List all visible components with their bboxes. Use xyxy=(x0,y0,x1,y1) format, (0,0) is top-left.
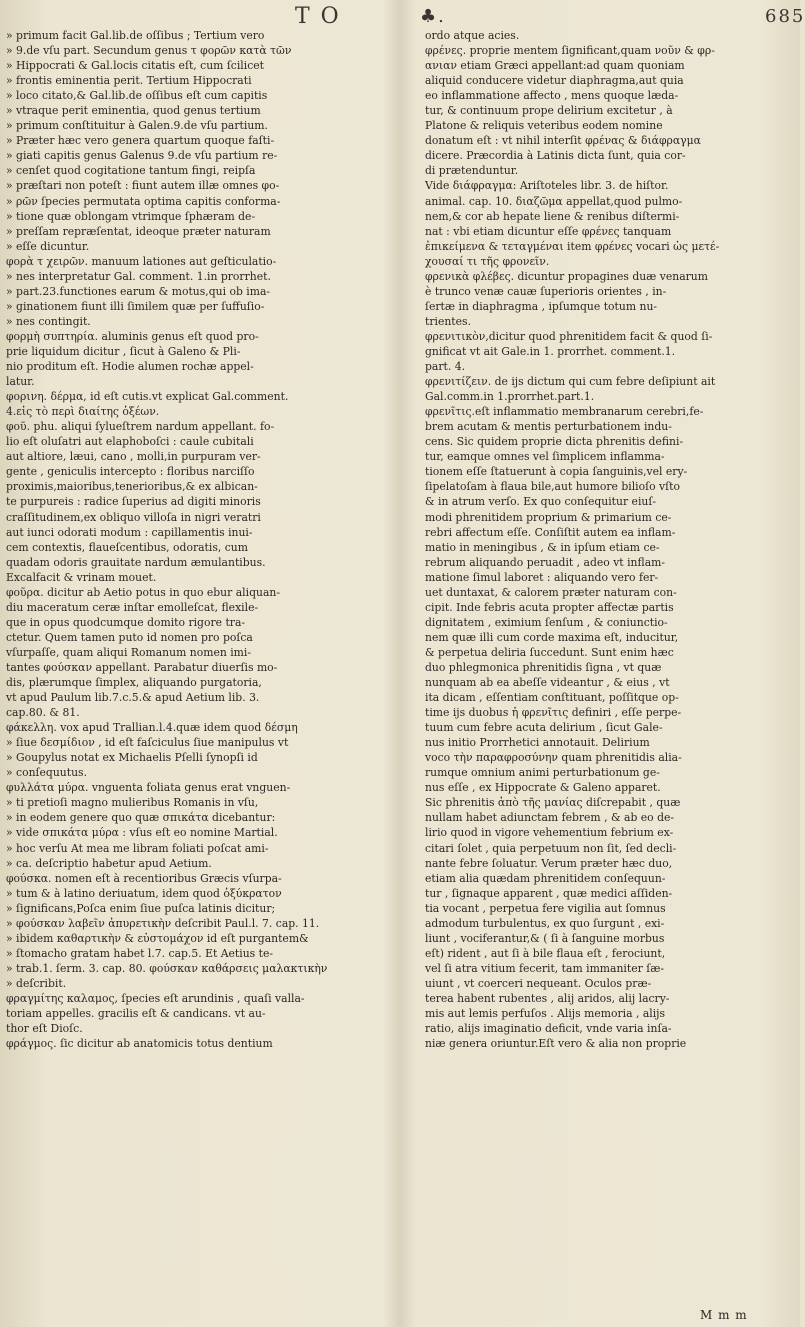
text-line: aliquid conducere videtur diaphragma,aut quia xyxy=(425,74,684,88)
text-line: quadam odoris grauitate nardum æmulantibus. xyxy=(6,555,266,569)
text-line: nem,& cor ab hepate liene & renibus diſtermi- xyxy=(425,209,680,223)
text-line: » loco citato,& Gal.lib.de oſſibus eſt cum capitis xyxy=(6,89,268,103)
text-line: φραγμίτης καλαμος, ſpecies eſt arundinis , quaſi valla- xyxy=(6,992,305,1005)
text-line: » ti pretioſi magno mulieribus Romanis in vſu, xyxy=(6,796,259,810)
text-line: φυλλάτα μύρα. vnguenta foliata genus erat vnguen- xyxy=(6,781,291,795)
text-line: φορὰ τ χειρῶν. manuum lationes aut geſticulatio- xyxy=(6,254,277,268)
text-line: mis aut lemis perfuſos . Alijs memoria , alijs xyxy=(425,1007,666,1021)
text-line: aut iunci odorati modum : capillamentis inui- xyxy=(6,525,253,539)
text-line: Excalfacit & vrinam mouet. xyxy=(6,570,157,584)
text-line: thor eſt Dioſc. xyxy=(6,1022,83,1036)
text-line: » ſignificans,Poſca enim ſiue puſca latinis dicitur; xyxy=(6,901,276,915)
text-line: etiam alia quædam phrenitidem conſequun- xyxy=(425,871,666,885)
text-line: » hoc verſu At mea me libram foliati poſcat ami- xyxy=(6,841,269,855)
text-line: dicere. Præcordia à Latinis dicta ſunt, quia cor- xyxy=(425,149,686,163)
text-line: cipit. Inde febris acuta propter affectæ partis xyxy=(425,600,674,614)
text-line: φάκελλη. vox apud Trallian.l.4.quæ idem quod δέσμη xyxy=(6,721,298,735)
text-line: time ijs duobus ἡ φρενῖτις definiri , eſſe perpe- xyxy=(425,706,682,720)
text-line: duo phlegmonica phrenitidis ſigna , vt quæ xyxy=(425,660,662,674)
text-line: » giati capitis genus Galenus 9.de vſu partium re- xyxy=(6,149,278,163)
text-line: animal. cap. 10. διαζῶμα appellat,quod pulmo- xyxy=(425,194,683,208)
text-line: & in atrum verſo. Ex quo conſequitur eiuſ- xyxy=(425,495,656,509)
text-line: lirio quod in vigore vehementium febrium ex- xyxy=(425,826,674,840)
text-line: nat : vbi etiam dicuntur eſſe φρένες tanquam xyxy=(425,224,672,238)
text-line: ſipelatoſam à flaua bile,aut humore bilioſo vſto xyxy=(425,480,680,494)
text-line: » ſtomacho gratam habet l.7. cap.5. Et Aetius te- xyxy=(6,946,274,960)
text-line: φοῦρα. dicitur ab Aetio potus in quo ebur aliquan- xyxy=(6,585,280,599)
text-line: uet duntaxat, & calorem præter naturam con- xyxy=(425,585,677,599)
text-line: » frontis eminentia perit. Tertium Hippocrati xyxy=(6,74,252,88)
text-line: vt apud Paulum lib.7.c.5.& apud Aetium lib. 3. xyxy=(6,691,260,705)
text-line: » eſſe dicuntur. xyxy=(6,239,90,253)
text-line: & perpetua deliria ſuccedunt. Sunt enim hæc xyxy=(425,645,674,659)
text-line: terea habent rubentes , alij aridos, alij lacry- xyxy=(425,992,670,1005)
text-line: » 9.de vſu part. Secundum genus τ φορῶν κατὰ τῶν xyxy=(6,44,292,58)
text-line: » primum conſtituitur à Galen.9.de vſu partium. xyxy=(6,119,268,133)
text-line: » tione quæ oblongam vtrimque ſphæram de- xyxy=(6,209,256,223)
text-line: aut altiore, læui, cano , molli,in purpuram ver- xyxy=(6,450,261,464)
text-line: » ſiue δεσμίδιον , id eſt faſciculus ſiue manipulus vt xyxy=(6,736,289,750)
text-line: tantes φούσκαν appellant. Parabatur diuerſis mo- xyxy=(6,660,278,674)
text-line: eo inflammatione affecto , mens quoque læda- xyxy=(425,89,679,103)
text-line: toriam appelles. gracilis eſt & candicans. vt au- xyxy=(6,1007,266,1021)
text-line: dignitatem , eximium ſenſum , & coniunctio- xyxy=(425,615,668,629)
right-column xyxy=(425,28,789,1051)
text-line: tuum cum febre acuta delirium , ſicut Gale- xyxy=(425,721,663,735)
text-line: φρενιτίζειν. de ijs dictum qui cum febre deſipiunt ait xyxy=(425,375,716,389)
text-line: rebrum aliquando peruadit , adeo vt inflam- xyxy=(425,555,666,569)
text-line: tia vocant , perpetua fere vigilia aut ſomnus xyxy=(425,901,666,915)
text-line: cens. Sic quidem proprie dicta phrenitis defini- xyxy=(425,435,684,449)
text-line: ſertæ in diaphragma , ipſumque totum nu- xyxy=(425,299,658,313)
text-line: » Hippocrati & Gal.locis citatis eſt, cum ſcilicet xyxy=(6,59,264,73)
text-line: » nes contingit. xyxy=(6,314,91,328)
text-line: » nes interpretatur Gal. comment. 1.in prorrhet. xyxy=(6,269,271,283)
text-line: 4.εἰς τὸ περὶ διαίτης ὀξέων. xyxy=(6,405,160,419)
text-line: trientes. xyxy=(425,314,471,328)
text-line: » part.23.functiones earum & motus,qui ob ima- xyxy=(6,284,271,298)
text-line: nio proditum eſt. Hodie alumen rochæ appel- xyxy=(6,360,254,374)
text-line: ἐπικείμενα & τεταγμέναι item φρένες vocari ὡς μετέ- xyxy=(425,239,720,253)
text-line: » deſcribit. xyxy=(6,976,67,990)
text-line: donatum eſt : vt nihil interſit φρένας & διάφραγμα xyxy=(425,134,701,148)
text-line: eſt) rident , aut ſi à bile flaua eſt , ferociunt, xyxy=(425,946,666,960)
text-line: φρενιτικὸν,dicitur quod phrenitidem facit & quod ſi- xyxy=(425,329,713,343)
left-column xyxy=(6,28,366,1051)
text-line: ratio, alijs imaginatio deficit, vnde varia inſa- xyxy=(425,1022,672,1036)
text-line: » Goupylus notat ex Michaelis Pſelli ſynopſi id xyxy=(6,751,258,765)
text-line: te purpureis : radice ſuperius ad digiti minoris xyxy=(6,495,261,509)
text-line: » in eodem genere quo quæ σπικάτα dicebantur: xyxy=(6,811,276,825)
text-line: cap.80. & 81. xyxy=(6,706,80,720)
text-line: nus eſſe , ex Hippocrate & Galeno apparet. xyxy=(425,781,661,795)
text-line: » primum facit Gal.lib.de oſſibus ; Tertium vero xyxy=(6,29,265,42)
text-line: ανιαν etiam Græci appellant:ad quam quoniam xyxy=(425,59,685,73)
text-line: modi phrenitidem proprium & primarium ce- xyxy=(425,510,672,524)
text-line: tionem eſſe ſtatuerunt à copia ſanguinis,vel ery- xyxy=(425,465,688,479)
text-line: φοῦ. phu. aliqui ſylueſtrem nardum appellant. fo- xyxy=(6,420,275,434)
text-line: φορινη. δέρμα, id eſt cutis.vt explicat Gal.comment. xyxy=(6,390,289,404)
text-line: niæ genera oriuntur.Eſt vero & alia non proprie xyxy=(425,1037,687,1051)
text-line: di prætenduntur. xyxy=(425,164,519,178)
text-line: cem contextis, flaueſcentibus, odoratis, cum xyxy=(6,540,248,554)
text-line: diu maceratum ceræ inſtar emolleſcat, flexile- xyxy=(6,600,259,614)
text-line: liunt , vociferantur,& ( ſi à ſanguine morbus xyxy=(425,931,665,945)
text-line: Platone & reliquis veteribus eodem nomine xyxy=(425,119,663,133)
text-line: part. 4. xyxy=(425,360,466,374)
text-line: uiunt , vt coerceri nequeant. Oculos præ- xyxy=(425,976,652,990)
text-line: φρενῖτις.eſt inflammatio membranarum cerebri,fe- xyxy=(425,405,704,419)
text-line: Gal.comm.in 1.prorrhet.part.1. xyxy=(425,390,595,404)
text-line: » ibidem καθαρτικὴν & εὐστομάχον id eſt purgantem& xyxy=(6,931,309,945)
text-line: » ca. deſcriptio habetur apud Aetium. xyxy=(6,856,212,870)
text-line: craſſitudinem,ex obliquo villoſa in nigri veratri xyxy=(6,510,261,524)
signature-mark: M m m xyxy=(700,1308,748,1322)
text-line: φούσκα. nomen eſt à recentioribus Græcis vſurpa- xyxy=(6,871,282,885)
text-line: Sic phrenitis ἀπὸ τῆς μανίας diſcrepabit , quæ xyxy=(425,796,681,810)
text-line: citari ſolet , quia perpetuum non ſit, ſed decli- xyxy=(425,841,677,855)
text-line: φρενικὰ φλέβες. dicuntur propagines duæ venarum xyxy=(425,269,708,283)
text-line: φρένες. proprie mentem ſignificant,quam νοῦν & φρ- xyxy=(425,44,715,58)
text-line: tur, & continuum prope delirium excitetur , à xyxy=(425,104,673,118)
text-line: admodum turbulentus, ex quo ſurgunt , exi- xyxy=(425,916,665,930)
text-line: gnificat vt ait Gale.in 1. prorrhet. comment.1. xyxy=(425,344,676,358)
text-line: nus initio Prorrhetici annotauit. Delirium xyxy=(425,736,650,750)
text-line: vſurpaſſe, quam aliqui Romanum nomen imi- xyxy=(6,645,252,659)
text-line: » præſtari non poteſt : fiunt autem illæ omnes φο- xyxy=(6,179,280,193)
text-line: tur, eamque omnes vel ſimplicem inflamma- xyxy=(425,450,665,464)
text-line: rumque omnium animi perturbationum ge- xyxy=(425,766,660,780)
text-line: φορμὴ συπτηρία. aluminis genus eſt quod pro- xyxy=(6,329,259,343)
text-line: matione ſimul laboret : aliquando vero fer- xyxy=(425,570,659,584)
text-line: nunquam ab ea abeſſe videantur , & eius , vt xyxy=(425,676,670,690)
text-line: ctetur. Quem tamen puto id nomen pro poſca xyxy=(6,630,253,644)
text-line: rebri affectum eſſe. Conſiſtit autem ea inflam- xyxy=(425,525,676,539)
text-line: que in opus quodcumque domito rigore tra- xyxy=(6,615,246,629)
text-line: » ρῶν ſpecies permutata optima capitis conforma- xyxy=(6,194,281,208)
text-line: prie liquidum dicitur , ſicut à Galeno & Pli- xyxy=(6,344,241,358)
text-line: tur , ſignaque apparent , quæ medici aſſiden- xyxy=(425,886,673,900)
text-line: brem acutam & mentis perturbationem indu- xyxy=(425,420,672,434)
running-head-ornament: ♣. xyxy=(420,6,446,27)
text-line: nante febre ſoluatur. Verum præter hæc duo, xyxy=(425,856,673,870)
text-line: è trunco venæ cauæ ſuperioris orientes , in- xyxy=(425,284,667,298)
text-line: dis, plærumque ſimplex, aliquando purgatoria, xyxy=(6,676,262,690)
text-line: » cenſet quod cogitatione tantum fingi, reipſa xyxy=(6,164,256,178)
text-line: nullam habet adiunctam febrem , & ab eo de- xyxy=(425,811,675,825)
text-line: φράγμος. ſic dicitur ab anatomicis totus dentium xyxy=(6,1037,273,1051)
text-line: vel ſi atra vitium fecerit, tam immaniter ſæ- xyxy=(425,961,665,975)
text-line: » vtraque perit eminentia, quod genus tertium xyxy=(6,104,261,118)
text-line: latur. xyxy=(6,375,35,389)
text-line: nem quæ illi cum corde maxima eſt, inducitur, xyxy=(425,630,679,644)
text-line: lio eſt oluſatri aut elaphoboſci : caule cubitali xyxy=(6,435,254,449)
text-line: » φούσκαν λαβεῖν ἀπυρετικὴν deſcribit Paul.l. 7. cap. 11. xyxy=(6,916,320,930)
text-line: » vide σπικάτα μύρα : vſus eſt eo nomine Martial. xyxy=(6,826,278,840)
text-line: voco τὴν παραφροσύνην quam phrenitidis alia- xyxy=(425,751,682,765)
text-line: » ginationem fiunt illi ſimilem quæ per ſuffuſio- xyxy=(6,299,265,313)
text-line: χουσαί τι τῆς φρονεῖν. xyxy=(425,254,550,268)
text-line: Vide διάφραγμα: Ariſtoteles libr. 3. de hiſtor. xyxy=(425,179,669,193)
text-line: » preſſam repræſentat, ideoque præter naturam xyxy=(6,224,271,238)
text-line: gente , geniculis intercepto : floribus narciſſo xyxy=(6,465,255,479)
text-line: » tum & à latino deriuatum, idem quod ὀξύκρατον xyxy=(6,886,282,900)
text-line: » Præter hæc vero genera quartum quoque faſti- xyxy=(6,134,275,148)
text-line: » trab.1. ſerm. 3. cap. 80. φούσκαν καθάρσεις μαλακτικὴν xyxy=(6,961,328,975)
text-line: ita dicam , eſſentiam conſtituant, poſſitque op- xyxy=(425,691,679,705)
text-line: matio in meningibus , & in ipſum etiam ce- xyxy=(425,540,660,554)
text-line: proximis,maioribus,tenerioribus,& ex albican- xyxy=(6,480,258,494)
text-line: » conſequutus. xyxy=(6,766,88,780)
running-head-left: T O xyxy=(295,4,341,29)
page-number: 685 xyxy=(765,6,805,27)
text-line: ordo atque acies. xyxy=(425,29,520,42)
